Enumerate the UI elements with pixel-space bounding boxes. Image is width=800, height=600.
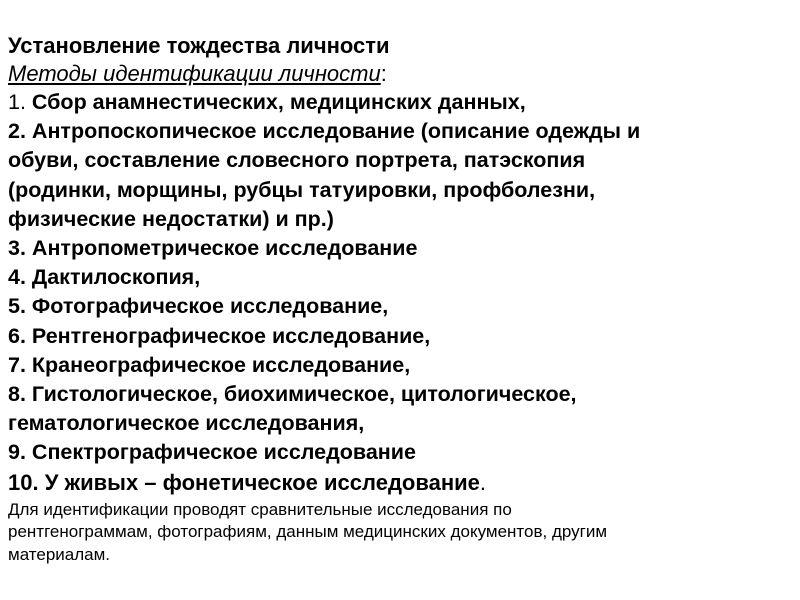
- slide-subtitle: [8, 60, 792, 88]
- list-item: [8, 88, 792, 117]
- list-item-number: 8.: [8, 382, 26, 407]
- list-item-number: 9.: [8, 440, 26, 465]
- list-item-text: Фотографическое исследование,: [25, 294, 389, 319]
- list-item-number: 6.: [8, 323, 26, 348]
- list-item-text: Спектрографическое исследование: [25, 440, 416, 465]
- list-item: [8, 263, 792, 292]
- note-paragraph: [8, 499, 792, 567]
- list-item: [8, 322, 792, 351]
- list-item-text: (родинки, морщины, рубцы татуировки, профболезни,: [8, 177, 596, 202]
- list-item-text: Кранеографическое исследование,: [25, 352, 411, 377]
- list-item-text: физические недостатки) и пр.): [8, 206, 334, 231]
- list-item-number: 4.: [8, 265, 26, 290]
- list-item-text: гематологическое исследования,: [8, 411, 365, 436]
- methods-list: [8, 88, 792, 497]
- list-item-text: Сбор анамнестических, медицинских данных,: [25, 90, 526, 114]
- slide-title: Установление тождества личности: [8, 33, 390, 58]
- list-item: [8, 468, 792, 497]
- list-item-continuation: [8, 205, 792, 234]
- list-item-text: Рентгенографическое исследование,: [25, 323, 431, 348]
- list-item-number: 7.: [8, 352, 26, 377]
- note-line: рентгенограммам, фотографиям, данным медицинских документов, другим: [8, 522, 608, 542]
- list-item: [8, 380, 792, 409]
- list-item: [8, 438, 792, 467]
- list-item: [8, 292, 792, 321]
- subtitle-text: Методы идентификации личности: [8, 61, 381, 86]
- list-item: [8, 117, 792, 146]
- list-item-number: 1.: [8, 90, 26, 114]
- list-item-continuation: [8, 409, 792, 438]
- list-item: [8, 351, 792, 380]
- list-item-text: Гистологическое, биохимическое, цитологическое,: [25, 382, 577, 407]
- list-item-text: Антропоскопическое исследование (описание одежды и: [25, 119, 641, 144]
- list-item: [8, 234, 792, 263]
- list-item-text: У живых – фонетическое исследование: [38, 469, 480, 495]
- list-item-text: Антропометрическое исследование: [25, 236, 418, 261]
- list-item-continuation: [8, 146, 792, 175]
- subtitle-suffix: :: [380, 61, 387, 86]
- list-item-number: 3.: [8, 236, 26, 261]
- list-item-continuation: [8, 176, 792, 205]
- list-item-text: обуви, составление словесного портрета, патэскопия: [8, 148, 586, 173]
- slide-content: [8, 32, 792, 566]
- list-item-number: 5.: [8, 294, 26, 319]
- note-line: материалам.: [8, 544, 111, 564]
- note-line: Для идентификации проводят сравнительные исследования по: [8, 499, 512, 519]
- list-item-suffix: .: [479, 469, 486, 495]
- list-item-number: 10.: [8, 469, 39, 495]
- list-item-number: 2.: [8, 119, 26, 144]
- list-item-text: Дактилоскопия,: [25, 265, 201, 290]
